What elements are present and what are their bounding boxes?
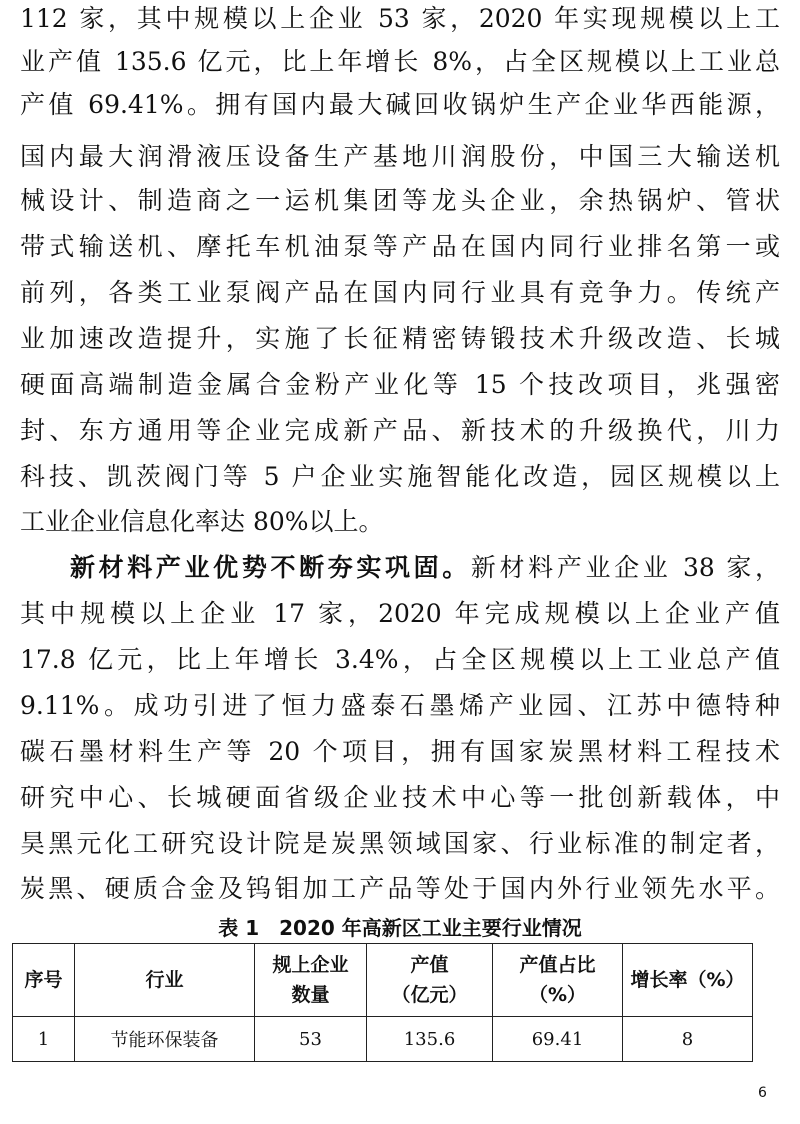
- text-line: 产值 69.41%。拥有国内最大碱回收锅炉生产企业华西能源，: [20, 90, 780, 119]
- cell-output: 135.6: [367, 1017, 493, 1062]
- text-line: 国内最大润滑液压设备生产基地川润股份，中国三大输送机: [20, 142, 780, 171]
- header-line: 数量: [291, 984, 330, 1006]
- text-line: 械设计、制造商之一运机集团等龙头企业，余热锅炉、管状: [20, 186, 780, 215]
- header-line: 规上企业: [272, 954, 349, 976]
- text-line: 其中规模以上企业 17 家，2020 年完成规模以上企业产值: [20, 599, 780, 628]
- text-line: 硬面高端制造金属合金粉产业化等 15 个技改项目，兆强密: [20, 370, 780, 399]
- text-line: 前列，各类工业泵阀产品在国内同行业具有竞争力。传统产: [20, 278, 780, 307]
- cell-output-share: 69.41: [493, 1017, 623, 1062]
- cell-enterprise-count: 53: [255, 1017, 367, 1062]
- text-line: 工业企业信息化率达 80%以上。: [20, 507, 384, 536]
- table-header-row: [13, 944, 753, 1017]
- header-output-share: [493, 944, 623, 1017]
- text-line: 科技、凯茨阀门等 5 户企业实施智能化改造，园区规模以上: [20, 462, 780, 491]
- text-line: 业产值 135.6 亿元，比上年增长 8%，占全区规模以上工业总: [20, 47, 780, 76]
- text-line: 碳石墨材料生产等 20 个项目，拥有国家炭黑材料工程技术: [20, 737, 780, 766]
- table-caption: 表 1 2020 年高新区工业主要行业情况: [218, 916, 582, 940]
- header-index: 序号: [13, 944, 75, 1017]
- header-line: 产值: [410, 954, 449, 976]
- text-run: 新材料产业企业 38 家，: [470, 553, 780, 582]
- paragraph-first-line: [70, 555, 780, 580]
- industry-table: [12, 943, 753, 1062]
- header-line: （%）: [528, 984, 587, 1006]
- text-line: 9.11%。成功引进了恒力盛泰石墨烯产业园、江苏中德特种: [20, 691, 780, 720]
- text-line: 带式输送机、摩托车机油泵等产品在国内同行业排名第一或: [20, 232, 780, 261]
- header-line: 产值占比: [519, 954, 596, 976]
- table-row: [13, 1017, 753, 1062]
- text-line: 业加速改造提升，实施了长征精密铸锻技术升级改造、长城: [20, 324, 780, 353]
- section-heading: 新材料产业优势不断夯实巩固。: [70, 553, 471, 582]
- header-industry: 行业: [75, 944, 255, 1017]
- header-enterprise-count: [255, 944, 367, 1017]
- header-line: （亿元）: [391, 984, 468, 1006]
- text-line: 封、东方通用等企业完成新产品、新技术的升级换代，川力: [20, 416, 780, 445]
- text-line: 昊黑元化工研究设计院是炭黑领域国家、行业标准的制定者，: [20, 829, 780, 858]
- cell-growth-rate: 8: [623, 1017, 753, 1062]
- cell-index: 1: [13, 1017, 75, 1062]
- text-line: 112 家，其中规模以上企业 53 家，2020 年实现规模以上工: [20, 4, 780, 33]
- cell-industry: 节能环保装备: [75, 1017, 255, 1062]
- text-line: 17.8 亿元，比上年增长 3.4%，占全区规模以上工业总产值: [20, 645, 780, 674]
- text-line: 炭黑、硬质合金及钨钼加工产品等处于国内外行业领先水平。: [20, 874, 780, 903]
- header-growth-rate: 增长率（%）: [623, 944, 753, 1017]
- page-number: 6: [758, 1085, 767, 1101]
- text-line: 研究中心、长城硬面省级企业技术中心等一批创新载体，中: [20, 783, 780, 812]
- header-output: [367, 944, 493, 1017]
